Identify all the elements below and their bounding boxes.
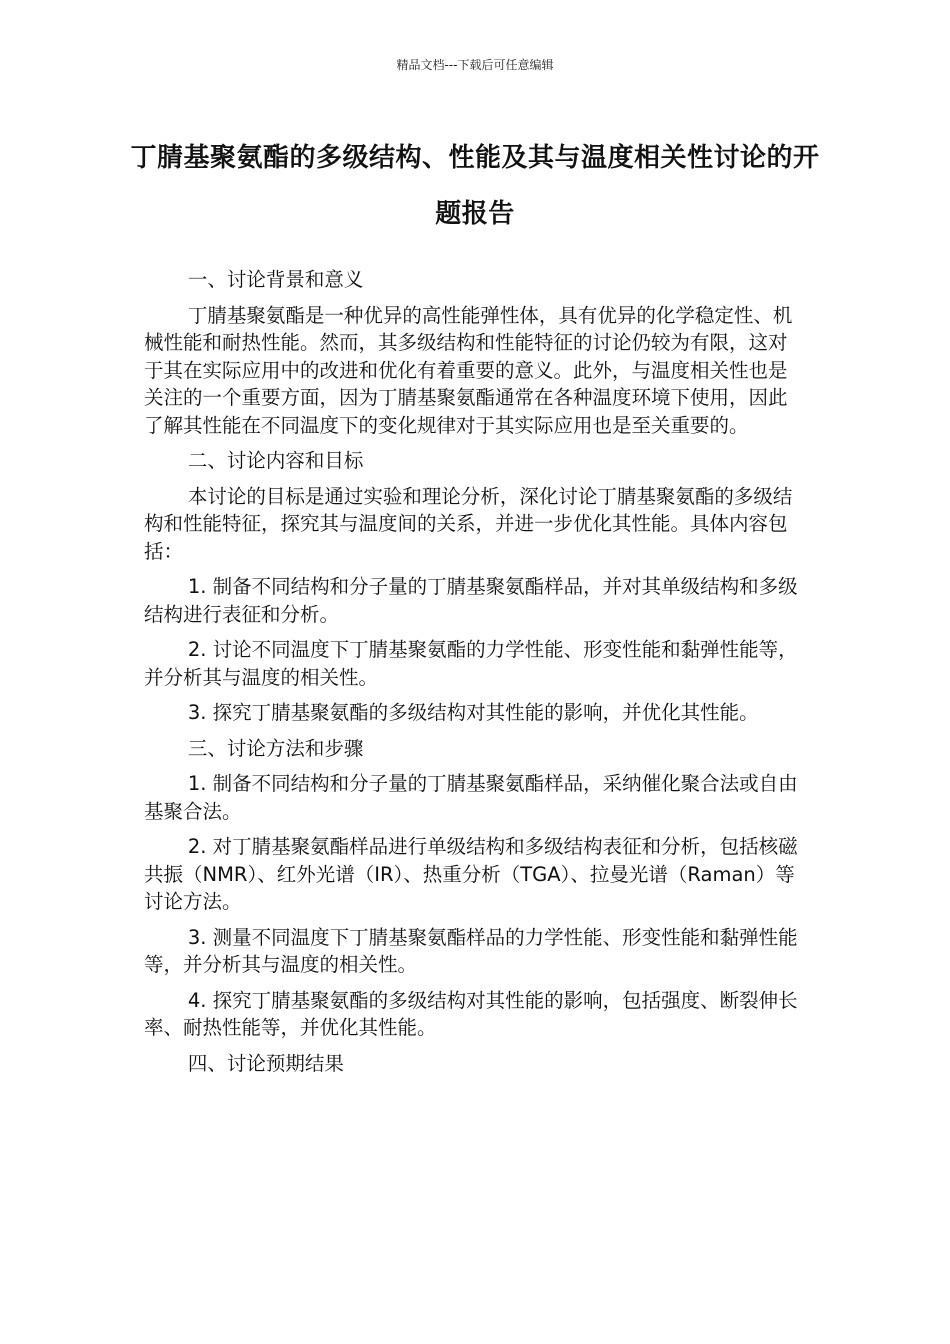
- section-heading-background: 一、讨论背景和意义: [187, 268, 364, 291]
- section-heading-expected-results: 四、讨论预期结果: [187, 1051, 344, 1075]
- list-item-method-3: 3. 测量不同温度下丁腈基聚氨酯样品的力学性能、形变性能和黏弹性能等，并分析其与温度的相关性。: [144, 925, 798, 976]
- section-heading-content: 二、讨论内容和目标: [187, 449, 364, 472]
- page-header: 精品文档---下载后可任意编辑: [396, 58, 554, 72]
- paragraph-background: 丁腈基聚氨酯是一种优异的高性能弹性体，具有优异的化学稳定性、机械性能和耐热性能。然而，其多级结构和性能特征的讨论仍较为有限，这对于其在实际应用中的改进和优化有着重要的意义。此外，与温度相关性也是关注的一个重要方面，因为丁腈基聚氨酯通常在各种温度环境下使用，因此了解其性能在不同温度下的变化规律对于其实际应用也是至关重要的。: [144, 303, 793, 437]
- list-item-content-2: 2. 讨论不同温度下丁腈基聚氨酯的力学性能、形变性能和黏弹性能等，并分析其与温度的相关性。: [144, 638, 798, 689]
- list-item-method-4: 4. 探究丁腈基聚氨酯的多级结构对其性能的影响，包括强度、断裂伸长率、耐热性能等，并优化其性能。: [144, 988, 798, 1039]
- section-heading-methods: 三、讨论方法和步骤: [187, 736, 364, 760]
- document-body: [144, 266, 804, 1085]
- list-item-content-1: 1. 制备不同结构和分子量的丁腈基聚氨酯样品，并对其单级结构和多级结构进行表征和分析。: [144, 575, 798, 626]
- document-title: 丁腈基聚氨酯的多级结构、性能及其与温度相关性讨论的开题报告: [130, 143, 820, 229]
- list-item-method-2: 2. 对丁腈基聚氨酯样品进行单级结构和多级结构表征和分析，包括核磁共振（NMR）、红外光谱（IR）、热重分析（TGA）、拉曼光谱（Raman）等讨论方法。: [144, 835, 798, 913]
- list-item-content-3: 3. 探究丁腈基聚氨酯的多级结构对其性能的影响，并优化其性能。: [187, 701, 759, 724]
- paragraph-goal: 本讨论的目标是通过实验和理论分析，深化讨论丁腈基聚氨酯的多级结构和性能特征，探究其与温度间的关系，并进一步优化其性能。具体内容包括：: [144, 484, 793, 563]
- list-item-method-1: 1. 制备不同结构和分子量的丁腈基聚氨酯样品，采纳催化聚合法或自由基聚合法。: [144, 772, 798, 823]
